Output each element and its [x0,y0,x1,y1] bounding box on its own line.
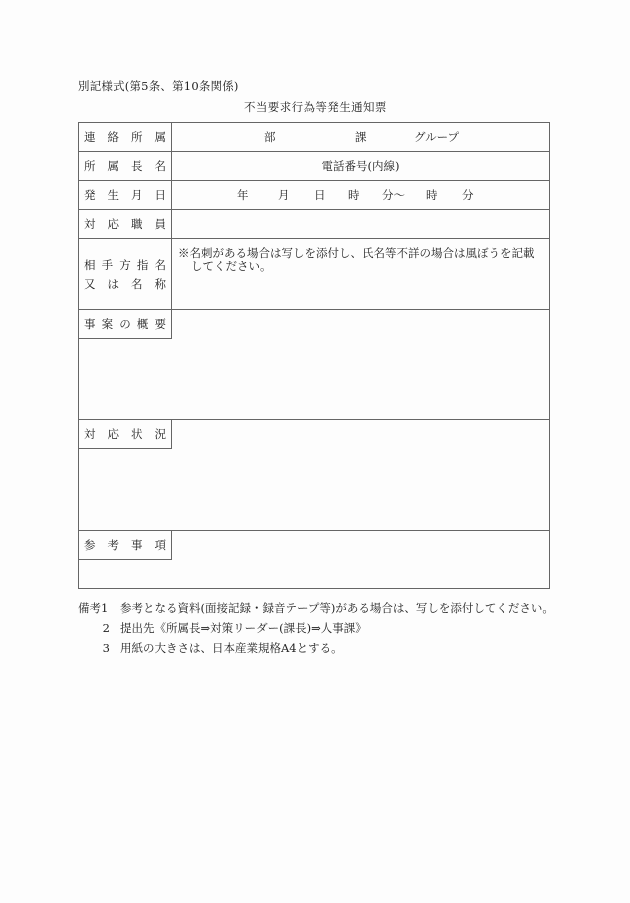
row-responding-staff [79,210,549,239]
field-department-head[interactable] [172,152,549,180]
row-counterparty-name [79,239,549,310]
document-title: 不当要求行為等発生通知票 [244,100,387,114]
field-counterparty-name[interactable] [172,239,549,309]
label-reference-notes: 参 考 事 項 [79,531,172,560]
remark-item: 2 提出先《所属長⇒対策リーダー(課長)⇒人事課》 [102,621,367,635]
label-counterparty-name: 相 手 方 指 名 又 は 名 称 [79,239,172,309]
unit-end-hour: 時 [426,188,438,202]
notification-form-table [78,122,550,589]
unit-end-minute: 分 [462,188,474,202]
remark-item: 3 用紙の大きさは、日本産業規格A4とする。 [102,641,343,655]
field-case-summary[interactable] [79,339,549,419]
label-contact-department: 連 絡 所 属 [79,123,172,151]
row-case-summary [79,310,549,420]
business-card-note: ※名刺がある場合は写しを添付し、氏名等不詳の場合は風ぼうを記載 してください。 [178,246,535,273]
label-responding-staff: 対 応 職 員 [79,210,172,238]
unit-department: 部 [264,130,276,144]
unit-day: 日 [314,188,326,202]
remarks-section [78,598,554,658]
row-reference-notes [79,531,549,589]
unit-month: 月 [278,188,290,202]
label-department-head: 所 属 長 名 [79,152,172,180]
field-response-status[interactable] [79,449,549,530]
field-responding-staff[interactable] [172,210,549,238]
unit-start-hour: 時 [348,188,360,202]
row-department-head [79,152,549,181]
label-occurrence-date: 発 生 月 日 [79,181,172,209]
row-occurrence-date [79,181,549,210]
unit-start-minute: 分〜 [382,188,405,202]
label-response-status: 対 応 状 況 [79,420,172,449]
field-contact-department[interactable] [172,123,549,151]
unit-year: 年 [237,188,249,202]
form-reference: 別記様式(第5条、第10条関係) [78,79,239,93]
phone-extension-label: 電話番号(内線) [321,159,400,173]
remarks-prefix: 備考1 [78,601,109,615]
remark-item: 備考1 参考となる資料(面接記録・録音テープ等)がある場合は、写しを添付してください。 [78,598,554,618]
field-occurrence-date[interactable] [172,181,549,209]
row-contact-department [79,123,549,152]
unit-section: 課 [355,130,367,144]
row-response-status [79,420,549,531]
unit-group: グループ [414,130,460,144]
label-case-summary: 事 案 の 概 要 [79,310,172,339]
field-reference-notes[interactable] [79,560,549,589]
